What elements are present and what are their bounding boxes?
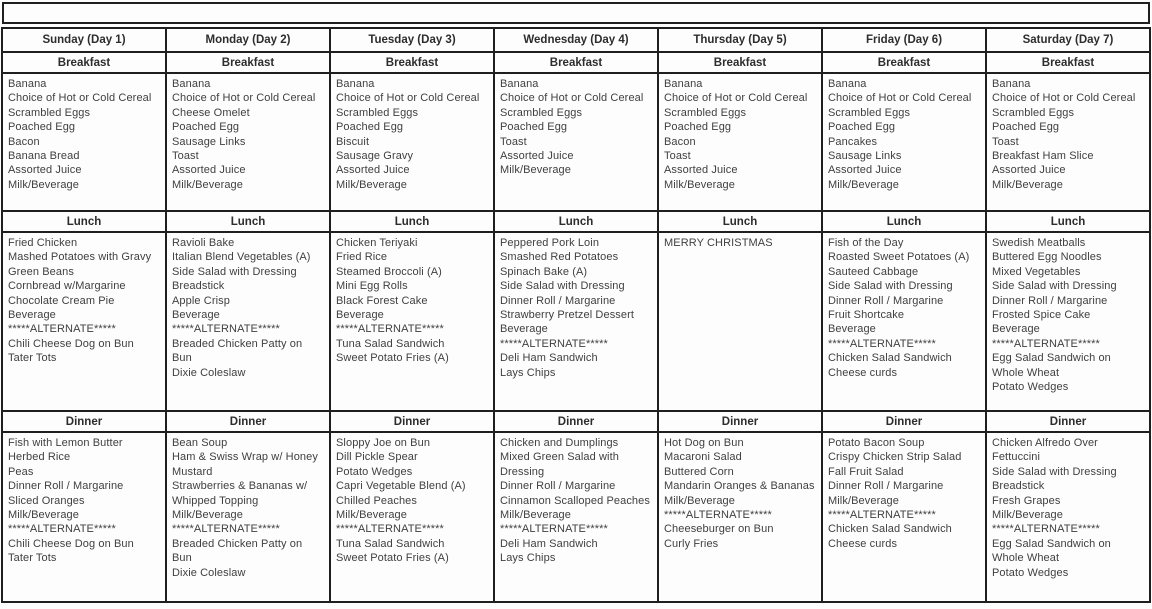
menu-item: Tuna Salad Sandwich <box>336 537 445 550</box>
menu-item: Milk/Beverage <box>336 178 407 191</box>
menu-item: Beverage <box>336 309 384 322</box>
menu-item: Buttered Egg Noodles <box>992 251 1102 264</box>
menu-item: Strawberries & Bananas w/ Whipped Topping <box>172 480 308 507</box>
menu-cell-breakfast <box>822 73 986 211</box>
menu-item: Potato Wedges <box>992 566 1069 579</box>
menu-item: Breaded Chicken Patty on Bun <box>172 337 303 365</box>
menu-item: Breadstick <box>172 280 225 293</box>
menu-cell-breakfast <box>494 73 658 211</box>
menu-item: Ravioli Bake <box>172 237 235 249</box>
menu-item: Egg Salad Sandwich on Whole Wheat <box>992 537 1111 565</box>
menu-item: Scrambled Eggs <box>664 106 747 119</box>
menu-item: Curly Fries <box>664 537 719 550</box>
menu-item: *****ALTERNATE***** <box>336 523 444 536</box>
meal-header-dinner: Dinner <box>494 411 658 432</box>
menu-item: Assorted Juice <box>664 164 738 177</box>
menu-item: Mashed Potatoes with Gravy <box>8 251 152 264</box>
menu-item: Bacon <box>664 135 696 148</box>
menu-item: Chocolate Cream Pie <box>8 294 115 307</box>
menu-item: Poached Egg <box>664 121 732 134</box>
meal-header-lunch: Lunch <box>986 211 1150 232</box>
menu-item: Cheese Omelet <box>172 106 250 119</box>
meal-header-breakfast: Breakfast <box>330 52 494 73</box>
menu-item: Chicken Salad Sandwich <box>828 352 952 365</box>
meal-header-dinner: Dinner <box>658 411 822 432</box>
day-header: Tuesday (Day 3) <box>330 28 494 52</box>
menu-item: Milk/Beverage <box>992 178 1063 191</box>
menu-item: Strawberry Pretzel Dessert <box>500 309 635 322</box>
menu-item: Assorted Juice <box>828 164 902 177</box>
menu-item: Beverage <box>172 309 220 322</box>
menu-cell-dinner <box>166 432 330 602</box>
menu-item: Choice of Hot or Cold Cereal <box>828 92 972 105</box>
meal-header-breakfast: Breakfast <box>2 52 166 73</box>
menu-item: Poached Egg <box>8 121 76 134</box>
menu-item: Fresh Grapes <box>992 494 1061 507</box>
menu-item: Milk/Beverage <box>664 494 735 507</box>
menu-item: *****ALTERNATE***** <box>500 337 608 350</box>
menu-item: Tater Tots <box>8 352 57 365</box>
menu-item: *****ALTERNATE***** <box>992 337 1100 350</box>
menu-item: Potato Wedges <box>992 381 1069 394</box>
menu-item: Roasted Sweet Potatoes (A) <box>828 251 970 264</box>
menu-item: Banana <box>172 78 211 90</box>
menu-item: Poached Egg <box>500 121 568 134</box>
menu-item: Milk/Beverage <box>336 509 407 522</box>
menu-item: Bacon <box>8 135 40 148</box>
day-header: Saturday (Day 7) <box>986 28 1150 52</box>
menu-item: Breadstick <box>992 480 1045 493</box>
menu-item: Toast <box>172 150 199 163</box>
meal-header-dinner: Dinner <box>166 411 330 432</box>
menu-item: Lays Chips <box>500 552 556 565</box>
menu-item: Mixed Green Salad with Dressing <box>500 451 619 478</box>
menu-item: Side Salad with Dressing <box>172 265 297 278</box>
content-row <box>2 232 1150 411</box>
menu-item: Choice of Hot or Cold Cereal <box>336 92 480 105</box>
menu-item: Egg Salad Sandwich on Whole Wheat <box>992 352 1111 379</box>
menu-item: Dinner Roll / Margarine <box>8 480 124 493</box>
meal-header-dinner: Dinner <box>2 411 166 432</box>
day-header: Monday (Day 2) <box>166 28 330 52</box>
menu-item: Milk/Beverage <box>172 178 243 191</box>
meal-header-lunch: Lunch <box>494 211 658 232</box>
menu-item: Italian Blend Vegetables (A) <box>172 251 311 264</box>
menu-item: Cornbread w/Margarine <box>8 280 126 293</box>
menu-item: Milk/Beverage <box>172 509 243 522</box>
meal-header-lunch: Lunch <box>822 211 986 232</box>
menu-item: Milk/Beverage <box>8 509 79 522</box>
menu-item: Choice of Hot or Cold Cereal <box>8 92 152 105</box>
menu-item: Banana <box>500 78 539 90</box>
menu-cell-dinner <box>658 432 822 602</box>
menu-item: Dixie Coleslaw <box>172 566 246 579</box>
meal-header-breakfast: Breakfast <box>658 52 822 73</box>
menu-item: *****ALTERNATE***** <box>992 523 1100 536</box>
menu-item: Milk/Beverage <box>992 509 1063 522</box>
menu-cell-dinner <box>986 432 1150 602</box>
meal-header-lunch: Lunch <box>658 211 822 232</box>
menu-item: Steamed Broccoli (A) <box>336 265 442 278</box>
menu-item: Chilled Peaches <box>336 494 417 507</box>
menu-item: Cheese curds <box>828 366 898 379</box>
menu-item: Assorted Juice <box>8 164 82 177</box>
day-header: Sunday (Day 1) <box>2 28 166 52</box>
meal-header-dinner: Dinner <box>330 411 494 432</box>
meal-header-breakfast: Breakfast <box>166 52 330 73</box>
menu-item: Cinnamon Scalloped Peaches <box>500 494 650 507</box>
menu-item: Potato Wedges <box>336 465 413 478</box>
menu-item: Chili Cheese Dog on Bun <box>8 537 134 550</box>
menu-item: Choice of Hot or Cold Cereal <box>500 92 644 105</box>
meal-row <box>2 211 1150 232</box>
menu-item: Milk/Beverage <box>828 178 899 191</box>
menu-cell-lunch <box>166 232 330 411</box>
menu-item: Milk/Beverage <box>500 164 571 177</box>
menu-item: Peas <box>8 465 34 478</box>
menu-item: Breakfast Ham Slice <box>992 150 1094 163</box>
menu-item: Toast <box>992 135 1019 148</box>
menu-item: Cheese curds <box>828 537 898 550</box>
meal-header-breakfast: Breakfast <box>986 52 1150 73</box>
menu-item: Sweet Potato Fries (A) <box>336 352 449 365</box>
menu-table-body <box>2 28 1150 602</box>
menu-item: Beverage <box>8 309 56 322</box>
meal-row <box>2 52 1150 73</box>
menu-item: Spinach Bake (A) <box>500 265 588 278</box>
menu-item: Toast <box>500 135 527 148</box>
menu-item: Mini Egg Rolls <box>336 280 408 293</box>
menu-item: Sliced Oranges <box>8 494 85 507</box>
menu-cell-lunch <box>658 232 822 411</box>
menu-item: *****ALTERNATE***** <box>8 323 116 336</box>
menu-item: Banana Bread <box>8 150 80 163</box>
menu-item: Milk/Beverage <box>500 509 571 522</box>
menu-item: MERRY CHRISTMAS <box>664 237 773 249</box>
menu-item: Chicken Teriyaki <box>336 237 418 249</box>
menu-item: Dinner Roll / Margarine <box>992 294 1108 307</box>
menu-item: Fried Chicken <box>8 237 78 249</box>
menu-item: Hot Dog on Bun <box>664 437 744 449</box>
menu-item: Mixed Vegetables <box>992 265 1081 278</box>
meal-header-breakfast: Breakfast <box>494 52 658 73</box>
menu-item: Fruit Shortcake <box>828 309 905 322</box>
menu-item: Smashed Red Potatoes <box>500 251 619 264</box>
menu-item: Poached Egg <box>828 121 896 134</box>
menu-item: Chicken Salad Sandwich <box>828 523 952 536</box>
day-row <box>2 28 1150 52</box>
menu-item: Poached Egg <box>336 121 404 134</box>
menu-item: Sauteed Cabbage <box>828 265 919 278</box>
menu-cell-breakfast <box>658 73 822 211</box>
menu-item: *****ALTERNATE***** <box>172 523 280 536</box>
menu-item: Pancakes <box>828 135 878 148</box>
menu-cell-lunch <box>2 232 166 411</box>
menu-item: Chili Cheese Dog on Bun <box>8 337 134 350</box>
menu-item: *****ALTERNATE***** <box>172 323 280 336</box>
menu-item: Chicken and Dumplings <box>500 437 619 449</box>
menu-cell-lunch <box>822 232 986 411</box>
menu-cell-dinner <box>822 432 986 602</box>
menu-item: Beverage <box>828 323 876 336</box>
menu-item: Assorted Juice <box>500 150 574 163</box>
menu-item: Biscuit <box>336 135 370 148</box>
menu-item: Banana <box>336 78 375 90</box>
menu-item: Sausage Gravy <box>336 150 414 163</box>
menu-item: Capri Vegetable Blend (A) <box>336 480 466 493</box>
menu-item: Fish of the Day <box>828 237 904 249</box>
menu-cell-lunch <box>494 232 658 411</box>
weekly-menu-page <box>0 2 1152 609</box>
day-header: Thursday (Day 5) <box>658 28 822 52</box>
menu-item: Scrambled Eggs <box>500 106 583 119</box>
menu-item: Beverage <box>992 323 1040 336</box>
meal-header-breakfast: Breakfast <box>822 52 986 73</box>
menu-item: Sausage Links <box>172 135 246 148</box>
menu-item: Dinner Roll / Margarine <box>500 480 616 493</box>
menu-cell-lunch <box>330 232 494 411</box>
menu-item: Green Beans <box>8 265 74 278</box>
menu-cell-dinner <box>494 432 658 602</box>
menu-cell-dinner <box>2 432 166 602</box>
content-row <box>2 73 1150 211</box>
menu-item: Peppered Pork Loin <box>500 237 600 249</box>
menu-item: Macaroni Salad <box>664 451 742 464</box>
menu-item: Choice of Hot or Cold Cereal <box>992 92 1136 105</box>
menu-item: Black Forest Cake <box>336 294 428 307</box>
menu-item: Scrambled Eggs <box>828 106 911 119</box>
meal-header-lunch: Lunch <box>330 211 494 232</box>
menu-item: *****ALTERNATE***** <box>500 523 608 536</box>
menu-item: Poached Egg <box>992 121 1060 134</box>
menu-item: Choice of Hot or Cold Cereal <box>664 92 808 105</box>
menu-item: Lays Chips <box>500 366 556 379</box>
menu-item: Scrambled Eggs <box>992 106 1075 119</box>
menu-item: *****ALTERNATE***** <box>828 337 936 350</box>
menu-item: Dill Pickle Spear <box>336 451 418 464</box>
menu-item: Milk/Beverage <box>664 178 735 191</box>
menu-item: Banana <box>664 78 703 90</box>
menu-item: Side Salad with Dressing <box>992 465 1117 478</box>
menu-item: *****ALTERNATE***** <box>8 523 116 536</box>
menu-item: Crispy Chicken Strip Salad <box>828 451 962 464</box>
menu-item: Banana <box>8 78 47 90</box>
menu-cell-breakfast <box>330 73 494 211</box>
menu-item: Milk/Beverage <box>8 178 79 191</box>
meal-header-dinner: Dinner <box>822 411 986 432</box>
meal-row <box>2 411 1150 432</box>
menu-table <box>1 27 1151 603</box>
menu-item: Apple Crisp <box>172 294 230 307</box>
menu-item: Side Salad with Dressing <box>992 280 1117 293</box>
menu-item: Frosted Spice Cake <box>992 309 1091 322</box>
title-strip <box>2 2 1150 24</box>
menu-item: Side Salad with Dressing <box>500 280 625 293</box>
menu-item: Milk/Beverage <box>828 494 899 507</box>
menu-item: Fried Rice <box>336 251 388 264</box>
menu-item: Fish with Lemon Butter <box>8 437 123 449</box>
menu-cell-breakfast <box>2 73 166 211</box>
menu-item: Banana <box>828 78 867 90</box>
menu-item: Assorted Juice <box>336 164 410 177</box>
menu-item: Herbed Rice <box>8 451 71 464</box>
menu-item: Dinner Roll / Margarine <box>500 294 616 307</box>
menu-item: Buttered Corn <box>664 465 734 478</box>
content-row <box>2 432 1150 602</box>
menu-item: Breaded Chicken Patty on Bun <box>172 537 303 565</box>
menu-item: Fall Fruit Salad <box>828 465 904 478</box>
menu-item: Choice of Hot or Cold Cereal <box>172 92 316 105</box>
menu-cell-lunch <box>986 232 1150 411</box>
menu-item: Toast <box>664 150 691 163</box>
menu-item: Scrambled Eggs <box>8 106 91 119</box>
menu-item: *****ALTERNATE***** <box>336 323 444 336</box>
menu-item: Sloppy Joe on Bun <box>336 437 431 449</box>
menu-item: Potato Bacon Soup <box>828 437 925 449</box>
menu-cell-breakfast <box>166 73 330 211</box>
day-header: Wednesday (Day 4) <box>494 28 658 52</box>
meal-header-dinner: Dinner <box>986 411 1150 432</box>
menu-item: Scrambled Eggs <box>336 106 419 119</box>
menu-item: Mandarin Oranges & Bananas <box>664 480 815 493</box>
menu-item: Assorted Juice <box>172 164 246 177</box>
menu-item: Bean Soup <box>172 437 228 449</box>
menu-item: Deli Ham Sandwich <box>500 537 598 550</box>
menu-item: Poached Egg <box>172 121 240 134</box>
menu-item: Swedish Meatballs <box>992 237 1086 249</box>
menu-item: Tater Tots <box>8 552 57 565</box>
menu-item: Assorted Juice <box>992 164 1066 177</box>
menu-item: Cheeseburger on Bun <box>664 523 774 536</box>
menu-item: Ham & Swiss Wrap w/ Honey Mustard <box>172 451 318 478</box>
menu-item: Dinner Roll / Margarine <box>828 294 944 307</box>
menu-item: Deli Ham Sandwich <box>500 352 598 365</box>
menu-item: Dixie Coleslaw <box>172 366 246 379</box>
menu-item: Side Salad with Dressing <box>828 280 953 293</box>
menu-item: *****ALTERNATE***** <box>828 509 936 522</box>
menu-cell-breakfast <box>986 73 1150 211</box>
menu-item: Sweet Potato Fries (A) <box>336 552 449 565</box>
menu-cell-dinner <box>330 432 494 602</box>
menu-item: Banana <box>992 78 1031 90</box>
menu-item: Beverage <box>500 323 548 336</box>
day-header: Friday (Day 6) <box>822 28 986 52</box>
meal-header-lunch: Lunch <box>166 211 330 232</box>
menu-item: Tuna Salad Sandwich <box>336 337 445 350</box>
menu-item: Dinner Roll / Margarine <box>828 480 944 493</box>
menu-item: Sausage Links <box>828 150 902 163</box>
menu-item: *****ALTERNATE***** <box>664 509 772 522</box>
menu-item: Chicken Alfredo Over Fettuccini <box>992 437 1098 464</box>
meal-header-lunch: Lunch <box>2 211 166 232</box>
